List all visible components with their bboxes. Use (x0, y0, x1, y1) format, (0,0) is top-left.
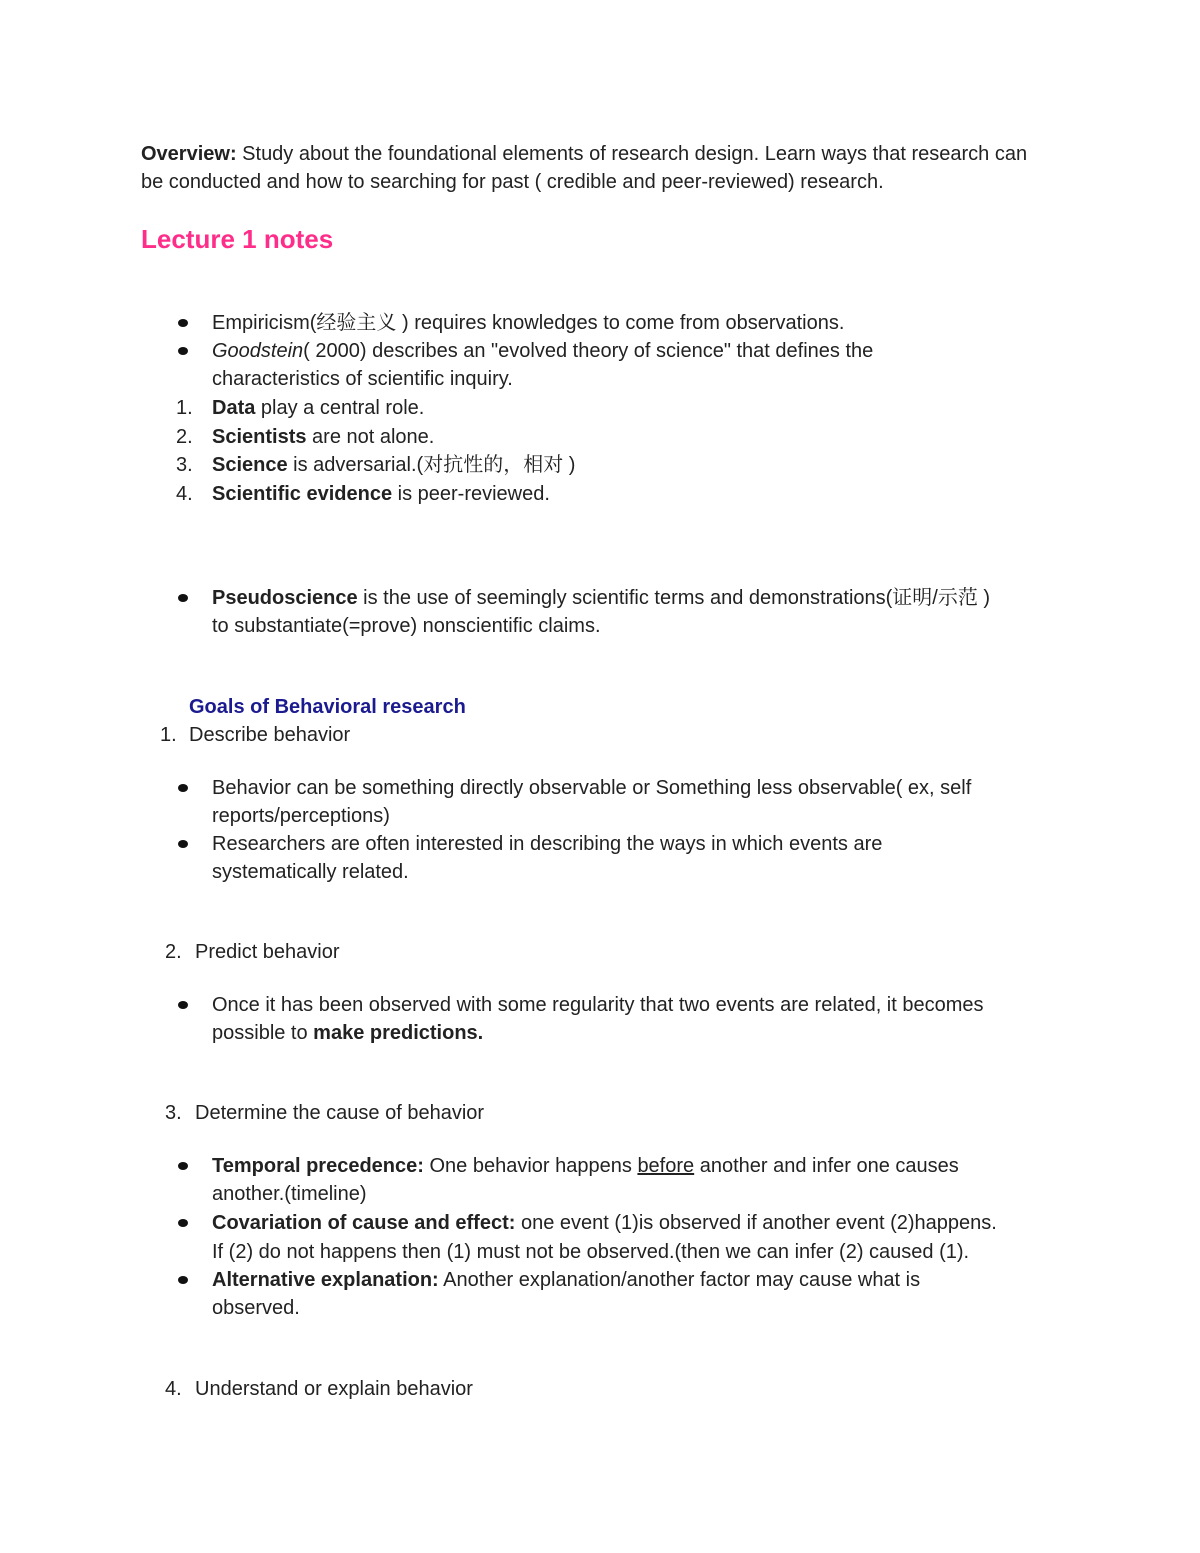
empiricism-bullet: Empiricism(经验主义 ) requires knowledges to come from observations. (212, 312, 845, 334)
overview-line-2: be conducted and how to searching for past ( credible and peer-reviewed) research. (141, 171, 884, 193)
bullet-dot-icon (178, 1001, 188, 1009)
temporal-text: One behavior happens (423, 1155, 638, 1177)
principle-bold: Scientists (212, 426, 307, 448)
covariation-text: one event (1)is observed if another event (2)happens. (515, 1212, 997, 1234)
goodstein-line-2: characteristics of scientific inquiry. (212, 368, 513, 390)
goal-number: 4. (165, 1378, 182, 1400)
principle-bold: Scientific evidence (212, 483, 393, 505)
goal-1-bullet-1-line-2: reports/perceptions) (212, 805, 390, 827)
goodstein-bullet (212, 337, 873, 365)
temporal-precedence-bullet (212, 1152, 959, 1180)
goal-2-bullet-1: Once it has been observed with some regularity that two events are related, it becomes (212, 994, 984, 1016)
bullet-dot-icon (178, 319, 188, 327)
pseudoscience-line-2: to substantiate(=prove) nonscientific claims. (212, 615, 601, 637)
overview-line-1 (141, 140, 1027, 168)
goodstein-name: Goodstein (212, 340, 304, 362)
bullet-dot-icon (178, 347, 188, 355)
temporal-underline: before (637, 1155, 695, 1177)
goal-2-title: Predict behavior (195, 941, 340, 963)
goal-number: 3. (165, 1102, 182, 1124)
covariation-bullet (212, 1209, 997, 1237)
principle-text: is adversarial.(对抗性的，相对 ) (287, 454, 576, 476)
pseudoscience-bullet (212, 584, 990, 612)
alternative-explanation-bullet (212, 1266, 920, 1294)
bullet-dot-icon (178, 840, 188, 848)
goal-1-bullet-1: Behavior can be something directly observable or Something less observable( ex, self (212, 777, 972, 799)
overview-text-1: Study about the foundational elements of research design. Learn ways that research can (236, 143, 1028, 165)
goal-number: 1. (160, 724, 177, 746)
alternative-term: Alternative explanation: (212, 1269, 439, 1291)
goals-heading: Goals of Behavioral research (189, 696, 466, 718)
bullet-dot-icon (178, 784, 188, 792)
principle-bold: Data (212, 397, 256, 419)
principle-number: 4. (176, 483, 193, 505)
principle-text: play a central role. (255, 397, 425, 419)
lecture-heading: Lecture 1 notes (141, 224, 334, 254)
principle-number: 1. (176, 397, 193, 419)
bullet-dot-icon (178, 1276, 188, 1284)
covariation-line-2: If (2) do not happens then (1) must not be observed.(then we can infer (2) caused (1). (212, 1241, 970, 1263)
goal-1-bullet-2: Researchers are often interested in describing the ways in which events are (212, 833, 883, 855)
principle-item (212, 394, 424, 422)
temporal-line-2: another.(timeline) (212, 1183, 367, 1205)
pseudoscience-term: Pseudoscience (212, 587, 358, 609)
bullet-dot-icon (178, 1162, 188, 1170)
pseudoscience-text: is the use of seemingly scientific terms and demonstrations(证明/示范 ) (357, 587, 991, 609)
principle-item (212, 480, 550, 508)
covariation-term: Covariation of cause and effect: (212, 1212, 516, 1234)
overview-label: Overview: (141, 143, 237, 165)
principle-number: 3. (176, 454, 193, 476)
goal-3-title: Determine the cause of behavior (195, 1102, 485, 1124)
principle-item (212, 423, 434, 451)
temporal-text-end: another and infer one causes (694, 1155, 959, 1177)
principle-item (212, 451, 575, 479)
principle-bold: Science (212, 454, 288, 476)
goal-number: 2. (165, 941, 182, 963)
goal-2-text: possible to (212, 1022, 314, 1044)
alternative-line-2: observed. (212, 1297, 300, 1319)
principle-number: 2. (176, 426, 193, 448)
goal-1-bullet-2-line-2: systematically related. (212, 861, 409, 883)
goodstein-text: ( 2000) describes an "evolved theory of science" that defines the (303, 340, 874, 362)
principle-text: are not alone. (306, 426, 435, 448)
alternative-text: Another explanation/another factor may cause what is (438, 1269, 921, 1291)
goal-2-bold: make predictions. (313, 1022, 484, 1044)
goal-4-title: Understand or explain behavior (195, 1378, 473, 1400)
goal-1-title: Describe behavior (189, 724, 351, 746)
temporal-term: Temporal precedence: (212, 1155, 424, 1177)
principle-text: is peer-reviewed. (392, 483, 550, 505)
goal-2-bullet-1-line-2 (212, 1019, 483, 1047)
bullet-dot-icon (178, 1219, 188, 1227)
bullet-dot-icon (178, 594, 188, 602)
